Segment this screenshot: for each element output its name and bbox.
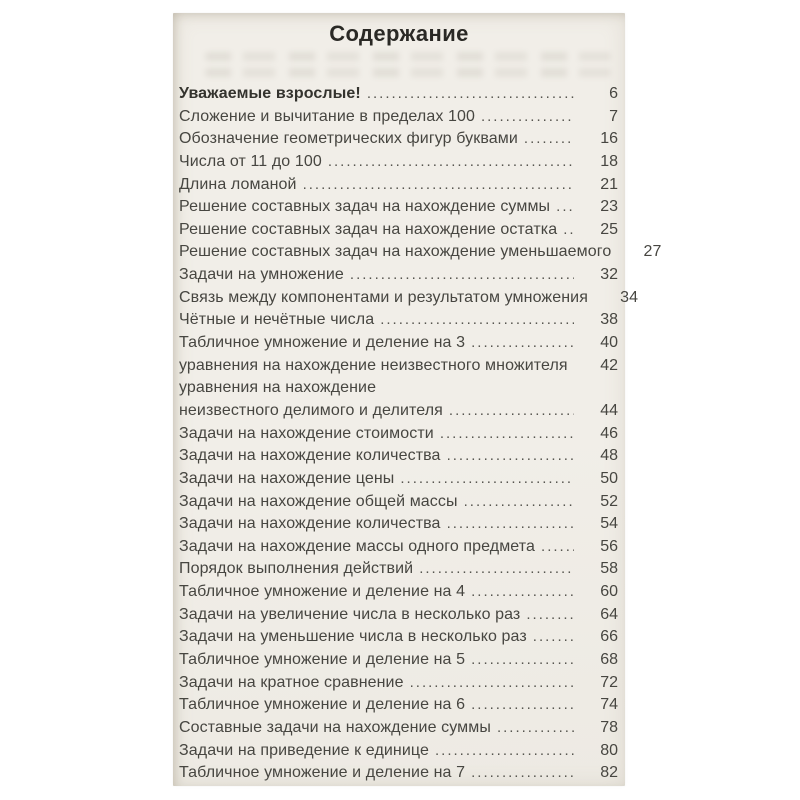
toc-entry-title: Табличное умножение и деление на 6 <box>179 696 466 714</box>
toc-entry-page-number: 38 <box>600 311 618 329</box>
toc-entry-page-number: 23 <box>600 198 618 216</box>
toc-row <box>179 649 618 672</box>
dot-leader <box>410 672 574 695</box>
toc-entry-title: уравнения на нахождение <box>179 379 377 397</box>
toc-row <box>179 128 618 151</box>
toc-entry-title: Решение составных задач на нахождение суммы <box>179 198 551 216</box>
toc-entry-title: Сложение и вычитание в пределах 100 <box>179 107 475 125</box>
dot-leader <box>400 468 574 491</box>
toc-row <box>179 355 618 378</box>
toc-entry-title: Табличное умножение и деление на 7 <box>179 764 466 782</box>
toc-entry-page-number: 32 <box>600 266 618 284</box>
toc-row <box>179 287 638 310</box>
page-bleed-through <box>205 68 611 77</box>
toc-entry-page-number: 18 <box>600 152 618 170</box>
toc-row <box>179 626 618 649</box>
toc-entry-title: Чётные и нечётные числа <box>179 311 375 329</box>
toc-row <box>179 513 618 536</box>
toc-entry-title: Длина ломаной <box>179 175 297 193</box>
toc-row <box>179 151 618 174</box>
toc-entry-title: Обозначение геометрических фигур буквами <box>179 130 518 148</box>
dot-leader <box>533 626 574 649</box>
toc-entry-page-number: 66 <box>600 628 618 646</box>
dot-leader <box>367 83 574 106</box>
toc-row <box>179 83 618 106</box>
toc-row <box>179 241 662 264</box>
toc-entry-title: Табличное умножение и деление на 4 <box>179 583 466 601</box>
toc-row <box>179 558 618 581</box>
toc-entry-page-number: 78 <box>600 718 618 736</box>
toc-row <box>179 445 618 468</box>
toc-entry-title: Табличное умножение и деление на 3 <box>179 334 466 352</box>
toc-entry-page-number: 52 <box>600 492 618 510</box>
toc-entry-title: Задачи на кратное сравнение <box>179 673 404 691</box>
dot-leader <box>471 649 574 672</box>
toc-entry-title: Табличное умножение и деление на 5 <box>179 651 466 669</box>
dot-leader <box>350 264 574 287</box>
dot-leader <box>481 106 574 129</box>
dot-leader <box>563 219 574 242</box>
toc-entry-page-number: 40 <box>600 334 618 352</box>
dot-leader <box>419 558 574 581</box>
toc-row <box>179 219 618 242</box>
toc-row <box>179 491 618 514</box>
dot-leader <box>464 491 574 514</box>
toc-entry-page-number: 74 <box>600 696 618 714</box>
toc-entry-page-number: 58 <box>600 560 618 578</box>
toc-entry-title: Числа от 11 до 100 <box>179 152 322 170</box>
dot-leader <box>380 309 574 332</box>
page-title: Содержание <box>329 21 469 46</box>
dot-leader <box>541 536 574 559</box>
dot-leader <box>447 445 574 468</box>
dot-leader <box>524 128 574 151</box>
dot-leader <box>447 513 574 536</box>
toc-entry-title: Задачи на уменьшение числа в несколько раз <box>179 628 527 646</box>
toc-entry-title: Задачи на увеличение числа в несколько раз <box>179 605 521 623</box>
toc-row <box>179 309 618 332</box>
toc-entry-title: Задачи на нахождение стоимости <box>179 424 434 442</box>
toc-row <box>179 400 618 423</box>
toc-entry-page-number: 7 <box>609 107 618 125</box>
toc-row <box>179 332 618 355</box>
toc-row <box>179 536 618 559</box>
toc-entry-page-number: 44 <box>600 401 618 419</box>
toc-row <box>179 762 618 785</box>
dot-leader <box>471 581 574 604</box>
toc-entry-title: Задачи на приведение к единице <box>179 741 429 759</box>
dot-leader <box>497 717 574 740</box>
toc-entry-page-number: 50 <box>600 469 618 487</box>
toc-row <box>179 672 618 695</box>
toc-row <box>179 423 618 446</box>
toc-row <box>179 604 618 627</box>
dot-leader <box>440 423 574 446</box>
dot-leader <box>435 740 574 763</box>
toc-entry-title: Порядок выполнения действий <box>179 560 414 578</box>
toc-row <box>179 717 618 740</box>
dot-leader <box>328 151 574 174</box>
toc-entry-title: Составные задачи на нахождение суммы <box>179 718 491 736</box>
toc-entry-page-number: 60 <box>600 583 618 601</box>
toc-entry-page-number: 56 <box>600 537 618 555</box>
dot-leader <box>449 400 574 423</box>
toc-entry-title: уравнения на нахождение неизвестного множителя <box>179 356 568 374</box>
toc-row <box>179 740 618 763</box>
toc-row <box>179 196 618 219</box>
dot-leader <box>471 762 574 785</box>
toc-entry-page-number: 34 <box>620 288 638 306</box>
toc-entry-page-number: 80 <box>600 741 618 759</box>
toc-row <box>179 264 618 287</box>
dot-leader <box>471 694 574 717</box>
toc-entry-page-number: 64 <box>600 605 618 623</box>
toc-entry-title: Задачи на нахождение цены <box>179 469 395 487</box>
toc-entry-page-number: 25 <box>600 220 618 238</box>
toc-entry-title: Задачи на нахождение количества <box>179 447 441 465</box>
toc-row <box>179 174 618 197</box>
toc-entry-title: Задачи на нахождение количества <box>179 515 441 533</box>
dot-leader <box>303 174 574 197</box>
toc-list <box>179 83 662 785</box>
toc-row <box>179 377 618 400</box>
toc-entry-title: Связь между компонентами и результатом умножения <box>179 288 588 306</box>
toc-entry-page-number: 48 <box>600 447 618 465</box>
toc-row <box>179 581 618 604</box>
dot-leader <box>526 604 574 627</box>
toc-entry-title: Задачи на умножение <box>179 266 344 284</box>
toc-entry-title: неизвестного делимого и делителя <box>179 401 443 419</box>
toc-row <box>179 106 618 129</box>
toc-entry-title: Решение составных задач на нахождение уменьшаемого <box>179 243 612 261</box>
dot-leader <box>471 332 574 355</box>
toc-entry-page-number: 68 <box>600 651 618 669</box>
toc-entry-page-number: 46 <box>600 424 618 442</box>
toc-row <box>179 468 618 491</box>
toc-entry-page-number: 16 <box>600 130 618 148</box>
toc-entry-page-number: 82 <box>600 764 618 782</box>
toc-entry-page-number: 27 <box>643 243 662 261</box>
toc-entry-page-number: 42 <box>600 356 618 374</box>
toc-entry-page-number: 72 <box>600 673 618 691</box>
toc-entry-title: Решение составных задач на нахождение остатка <box>179 220 558 238</box>
toc-entry-title: Задачи на нахождение общей массы <box>179 492 458 510</box>
toc-entry-page-number: 6 <box>609 85 618 102</box>
scanned-book-page <box>173 13 662 786</box>
toc-entry-title: Уважаемые взрослые! <box>179 85 361 102</box>
dot-leader <box>556 196 574 219</box>
toc-entry-page-number: 54 <box>600 515 618 533</box>
page-bleed-through <box>205 52 611 61</box>
toc-entry-title: Задачи на нахождение массы одного предмета <box>179 537 536 555</box>
toc-entry-page-number: 21 <box>600 175 618 193</box>
toc-row <box>179 694 618 717</box>
